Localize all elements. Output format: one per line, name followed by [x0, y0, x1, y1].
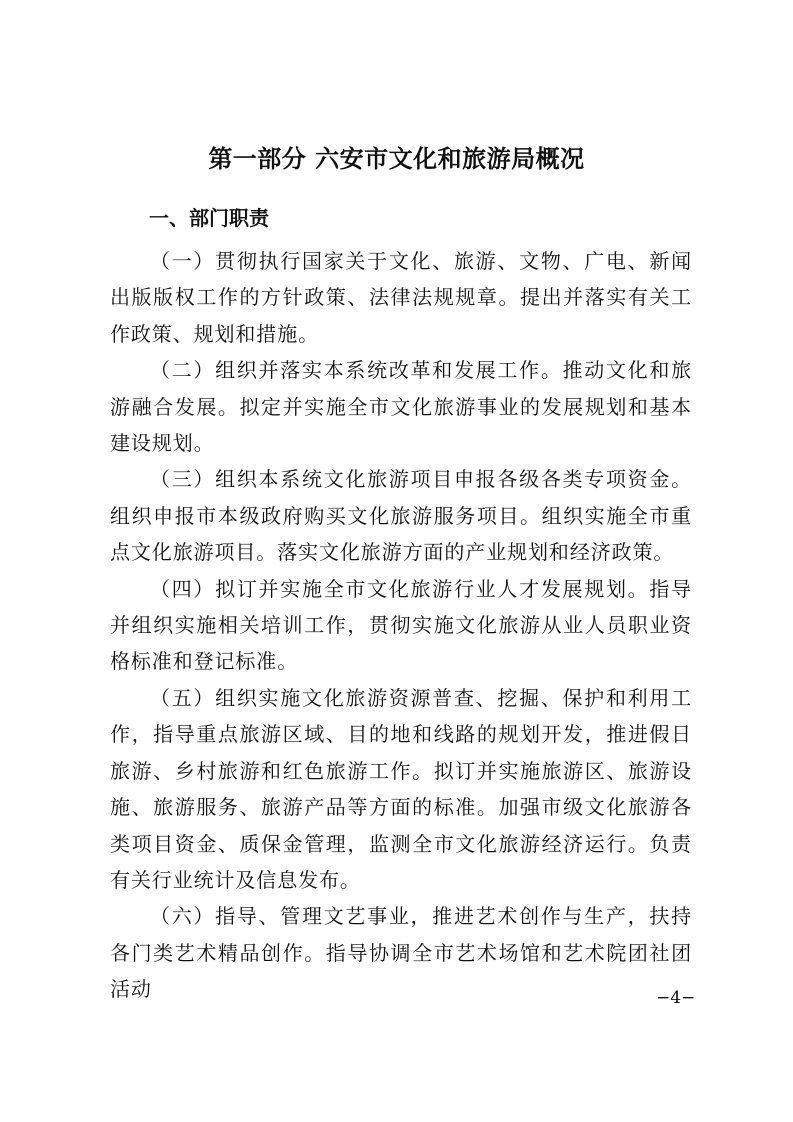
page-number: −4−: [656, 988, 696, 1008]
paragraph-duty-5: （五）组织实施文化旅游资源普查、挖掘、保护和利用工作，指导重点旅游区域、目的地和线路的规划开发，推进假日旅游、乡村旅游和红色旅游工作。拟订并实施旅游区、旅游设施、旅游服务、旅游产品等方面的标准。加强市级文化旅游各类项目资金、质保金管理，监测全市文化旅游经济运行。负责有关行业统计及信息发布。: [110, 685, 692, 892]
paragraph-duty-4: （四）拟订并实施全市文化旅游行业人才发展规划。指导并组织实施相关培训工作，贯彻实施文化旅游从业人员职业资格标准和登记标准。: [110, 576, 692, 674]
paragraph-duty-2: （二）组织并落实本系统改革和发展工作。推动文化和旅游融合发展。拟定并实施全市文化旅游事业的发展规划和基本建设规划。: [110, 358, 692, 456]
paragraph-duty-6: （六）指导、管理文艺事业，推进艺术创作与生产，扶持各门类艺术精品创作。指导协调全市艺术场馆和艺术院团社团活动: [110, 904, 692, 1002]
paragraph-duty-3: （三）组织本系统文化旅游项目申报各级各类专项资金。组织申报市本级政府购买文化旅游服务项目。组织实施全市重点文化旅游项目。落实文化旅游方面的产业规划和经济政策。: [110, 467, 692, 565]
page-title: 第一部分 六安市文化和旅游局概况: [208, 144, 585, 173]
body-text: [110, 243, 692, 1008]
section-heading: 一、部门职责: [149, 206, 269, 230]
paragraph-duty-1: （一）贯彻执行国家关于文化、旅游、文物、广电、新闻出版版权工作的方针政策、法律法规规章。提出并落实有关工作政策、规划和措施。: [110, 249, 692, 346]
